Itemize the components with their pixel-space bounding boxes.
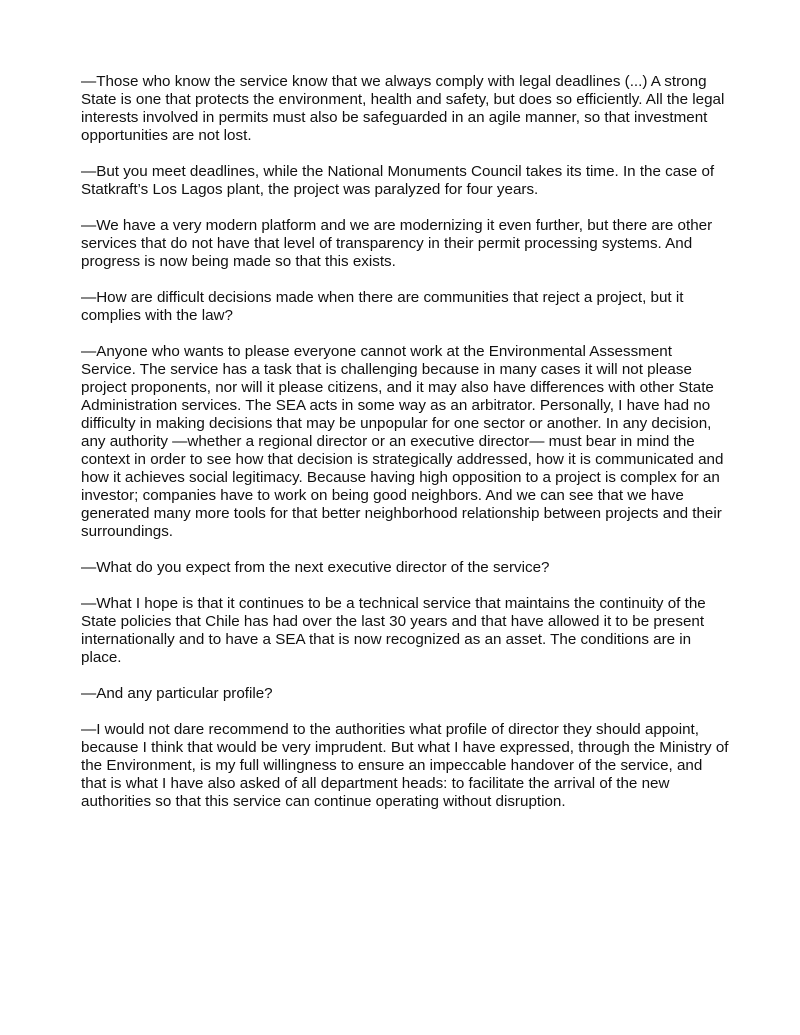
document-page <box>81 73 731 829</box>
question-paragraph-next-director: —What do you expect from the next executive director of the service? <box>81 559 550 576</box>
question-paragraph-profile: —And any particular profile? <box>81 685 273 702</box>
answer-paragraph-handover: —I would not dare recommend to the authorities what profile of director they should appoint, because I think that would be very imprudent. But what I have expressed, through the Ministry of the Environment, is my full willingness to ensure an impeccable handover of the service, and that is what I have also asked of all department heads: to facilitate the arrival of the new authorities so that this service can continue operating without disruption. <box>81 721 729 810</box>
answer-paragraph-platform: —We have a very modern platform and we are modernizing it even further, but there are other services that do not have that level of transparency in their permit processing systems. And progress is now being made so that this exists. <box>81 217 713 270</box>
answer-paragraph-please-everyone: —Anyone who wants to please everyone cannot work at the Environmental Assessment Service. The service has a task that is challenging because in many cases it will not please project proponents, nor will it please citizens, and it may also have differences with other State Administration services. The SEA acts in some way as an arbitrator. Personally, I have had no difficulty in making decisions that may be unpopular for one sector or another. In any decision, any authority —whether a regional director or an executive director— must bear in mind the context in order to see how that decision is strategically addressed, how it is communicated and how it achieves social legitimacy. Because having high opposition to a project is complex for an investor; companies have to work on being good neighbors. And we can see that we have generated many more tools for that better neighborhood relationship between projects and their surroundings. <box>81 343 724 540</box>
question-paragraph-difficult-decisions: —How are difficult decisions made when there are communities that reject a project, but it complies with the law? <box>81 289 684 324</box>
answer-paragraph-technical-service: —What I hope is that it continues to be a technical service that maintains the continuity of the State policies that Chile has had over the last 30 years and that have allowed it to be present internationally and to have a SEA that is now recognized as an asset. The conditions are in place. <box>81 595 706 666</box>
question-paragraph-monuments-council: —But you meet deadlines, while the National Monuments Council takes its time. In the case of Statkraft’s Los Lagos plant, the project was paralyzed for four years. <box>81 163 715 198</box>
answer-paragraph-deadlines: —Those who know the service know that we always comply with legal deadlines (...) A strong State is one that protects the environment, health and safety, but does so efficiently. All the legal interests involved in permits must also be safeguarded in an agile manner, so that investment opportunities are not lost. <box>81 73 725 144</box>
